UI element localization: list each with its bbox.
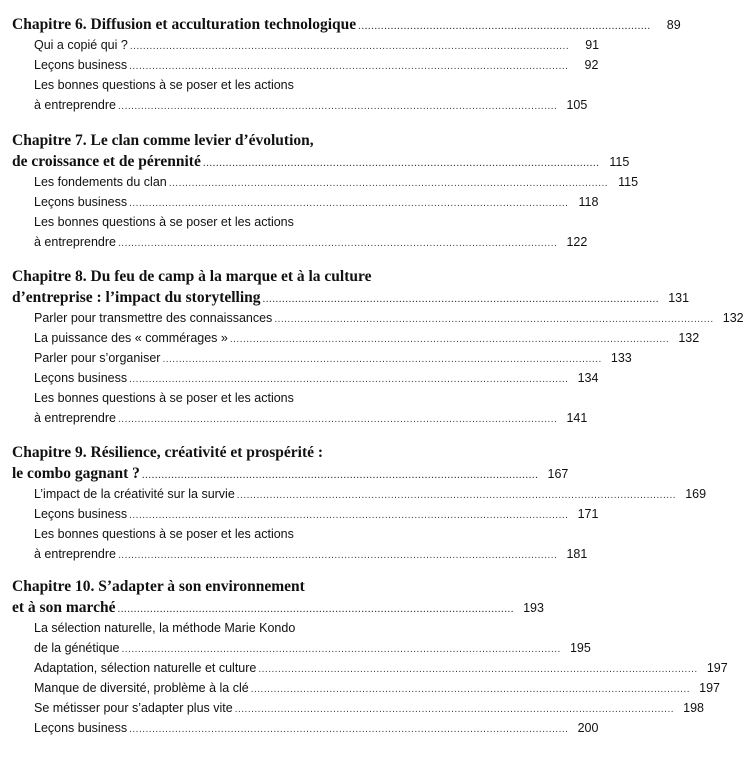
- leader-dots: ......................................................................................................................................: [168, 178, 609, 189]
- entry-text: Se métisser pour s’adapter plus vite: [34, 701, 233, 715]
- toc-entry: [34, 504, 599, 524]
- entry-text: Leçons business: [34, 371, 128, 385]
- entry-text: Les fondements du clan: [34, 175, 167, 189]
- chapter-title-line: [12, 266, 472, 287]
- entry-text: de la génétique: [34, 641, 120, 655]
- toc-entry: [34, 35, 600, 55]
- entry-text-first-line: Les bonnes questions à se poser et les actions: [34, 215, 294, 229]
- leader-dots: ......................................................................................................................................: [258, 664, 698, 675]
- entry-text: Leçons business: [34, 195, 128, 209]
- chapter-7: [12, 130, 639, 252]
- leader-dots: ......................................................................................................................................: [129, 374, 569, 385]
- leader-dots: ......................................................................................................................................: [129, 198, 569, 209]
- entry-page: 197: [699, 681, 721, 695]
- entry-text-first-line: La sélection naturelle, la méthode Marie Kondo: [34, 621, 296, 635]
- chapter-6: [12, 14, 681, 115]
- entry-text: à entreprendre: [34, 235, 117, 249]
- toc-entry: [34, 308, 744, 328]
- toc-entry: [34, 55, 599, 75]
- chapter-title: et à son marché: [12, 599, 116, 616]
- toc-entry: [34, 328, 700, 348]
- chapter-title-line: [12, 442, 472, 463]
- entry-page: 132: [678, 331, 700, 345]
- chapter-title: d’entreprise : l’impact du storytelling: [12, 289, 261, 306]
- chapter-title-line: [12, 151, 630, 172]
- toc-entry: [34, 658, 728, 678]
- chapter-10: [12, 576, 728, 738]
- entry-text: Adaptation, sélection naturelle et culture: [34, 661, 257, 675]
- entry-page: 141: [566, 411, 588, 425]
- leader-dots: ......................................................................................................................................: [118, 238, 558, 249]
- chapter-title-line: [12, 576, 472, 597]
- toc-entry: [34, 618, 591, 658]
- leader-dots: ......................................................................................................................................: [118, 101, 558, 112]
- toc-entry: [34, 75, 588, 115]
- leader-dots: ..........................................................................................................................: [141, 469, 539, 481]
- toc-entry: [34, 172, 639, 192]
- leader-dots: ......................................................................................................................................: [229, 334, 670, 345]
- entry-page: 200: [577, 721, 599, 735]
- chapter-title: Chapitre 10. S’adapter à son environnement: [12, 578, 305, 595]
- toc-entry: [34, 388, 588, 428]
- leader-dots: ......................................................................................................................................: [162, 354, 602, 365]
- leader-dots: ......................................................................................................................................: [274, 314, 714, 325]
- toc-entry: [34, 484, 707, 504]
- toc-entry: [34, 718, 599, 738]
- entry-text: Parler pour s’organiser: [34, 351, 161, 365]
- entry-text: à entreprendre: [34, 411, 117, 425]
- chapter-page: 115: [609, 155, 630, 169]
- leader-dots: ......................................................................................................................................: [234, 704, 675, 715]
- toc-entry: [34, 192, 599, 212]
- chapter-title: Chapitre 7. Le clan comme levier d’évolution,: [12, 132, 314, 149]
- entry-page: 181: [566, 547, 588, 561]
- chapter-8: [12, 266, 744, 428]
- entry-text: Manque de diversité, problème à la clé: [34, 681, 249, 695]
- entry-page: 133: [610, 351, 632, 365]
- chapter-title-line: [12, 130, 472, 151]
- toc-entry: [34, 212, 588, 252]
- leader-dots: ..........................................................................................................................: [262, 293, 660, 305]
- chapter-title-line: [12, 287, 690, 308]
- leader-dots: ..........................................................................................................................: [117, 603, 514, 615]
- entry-text: La puissance des « commérages »: [34, 331, 228, 345]
- entry-page: 105: [566, 98, 588, 112]
- entry-text: Leçons business: [34, 507, 128, 521]
- chapter-title: de croissance et de pérennité: [12, 153, 201, 170]
- chapter-page: 89: [666, 18, 681, 32]
- entry-text: Qui a copié qui ?: [34, 38, 128, 52]
- toc-entry: [34, 368, 599, 388]
- entry-text: Leçons business: [34, 58, 128, 72]
- entry-page: 169: [685, 487, 707, 501]
- entry-page: 91: [585, 38, 600, 52]
- chapter-title-line: [12, 597, 544, 618]
- chapter-title-line: [12, 14, 681, 35]
- entry-page: 115: [618, 175, 639, 189]
- chapter-title: Chapitre 6. Diffusion et acculturation technologique: [12, 16, 357, 33]
- entry-page: 134: [577, 371, 599, 385]
- leader-dots: ......................................................................................................................................: [118, 550, 558, 561]
- entry-page: 198: [683, 701, 705, 715]
- entry-text-first-line: Les bonnes questions à se poser et les actions: [34, 527, 294, 541]
- leader-dots: ..........................................................................................: [358, 20, 651, 32]
- leader-dots: ......................................................................................................................................: [250, 684, 691, 695]
- leader-dots: ..........................................................................................................................: [202, 157, 600, 169]
- entry-text: Leçons business: [34, 721, 128, 735]
- chapter-page: 193: [523, 601, 544, 615]
- entry-page: 195: [569, 641, 591, 655]
- entry-text: Parler pour transmettre des connaissances: [34, 311, 273, 325]
- entry-text: à entreprendre: [34, 98, 117, 112]
- entry-text-first-line: Les bonnes questions à se poser et les actions: [34, 78, 294, 92]
- leader-dots: ......................................................................................................................................: [121, 644, 561, 655]
- entry-text: à entreprendre: [34, 547, 117, 561]
- chapter-page: 167: [547, 467, 569, 481]
- entry-page: 92: [584, 58, 599, 72]
- chapter-page: 131: [668, 291, 690, 305]
- leader-dots: ......................................................................................................................................: [129, 61, 569, 72]
- chapter-title: le combo gagnant ?: [12, 465, 140, 482]
- toc-entry: [34, 698, 705, 718]
- leader-dots: ......................................................................................................................................: [118, 414, 558, 425]
- toc-entry: [34, 678, 721, 698]
- leader-dots: ......................................................................................................................................: [129, 41, 570, 52]
- toc-entry: [34, 348, 632, 368]
- entry-text: L’impact de la créativité sur la survie: [34, 487, 235, 501]
- leader-dots: ......................................................................................................................................: [129, 724, 569, 735]
- leader-dots: ......................................................................................................................................: [236, 490, 677, 501]
- entry-page: 171: [577, 507, 599, 521]
- chapter-title: Chapitre 9. Résilience, créativité et prospérité :: [12, 444, 324, 461]
- leader-dots: ......................................................................................................................................: [129, 510, 569, 521]
- entry-page: 118: [578, 195, 599, 209]
- chapter-title: Chapitre 8. Du feu de camp à la marque et à la culture: [12, 268, 372, 285]
- entry-page: 122: [566, 235, 588, 249]
- entry-page: 197: [706, 661, 728, 675]
- chapter-9: [12, 442, 707, 564]
- entry-page: 132: [722, 311, 744, 325]
- toc-entry: [34, 524, 588, 564]
- entry-text-first-line: Les bonnes questions à se poser et les actions: [34, 391, 294, 405]
- chapter-title-line: [12, 463, 569, 484]
